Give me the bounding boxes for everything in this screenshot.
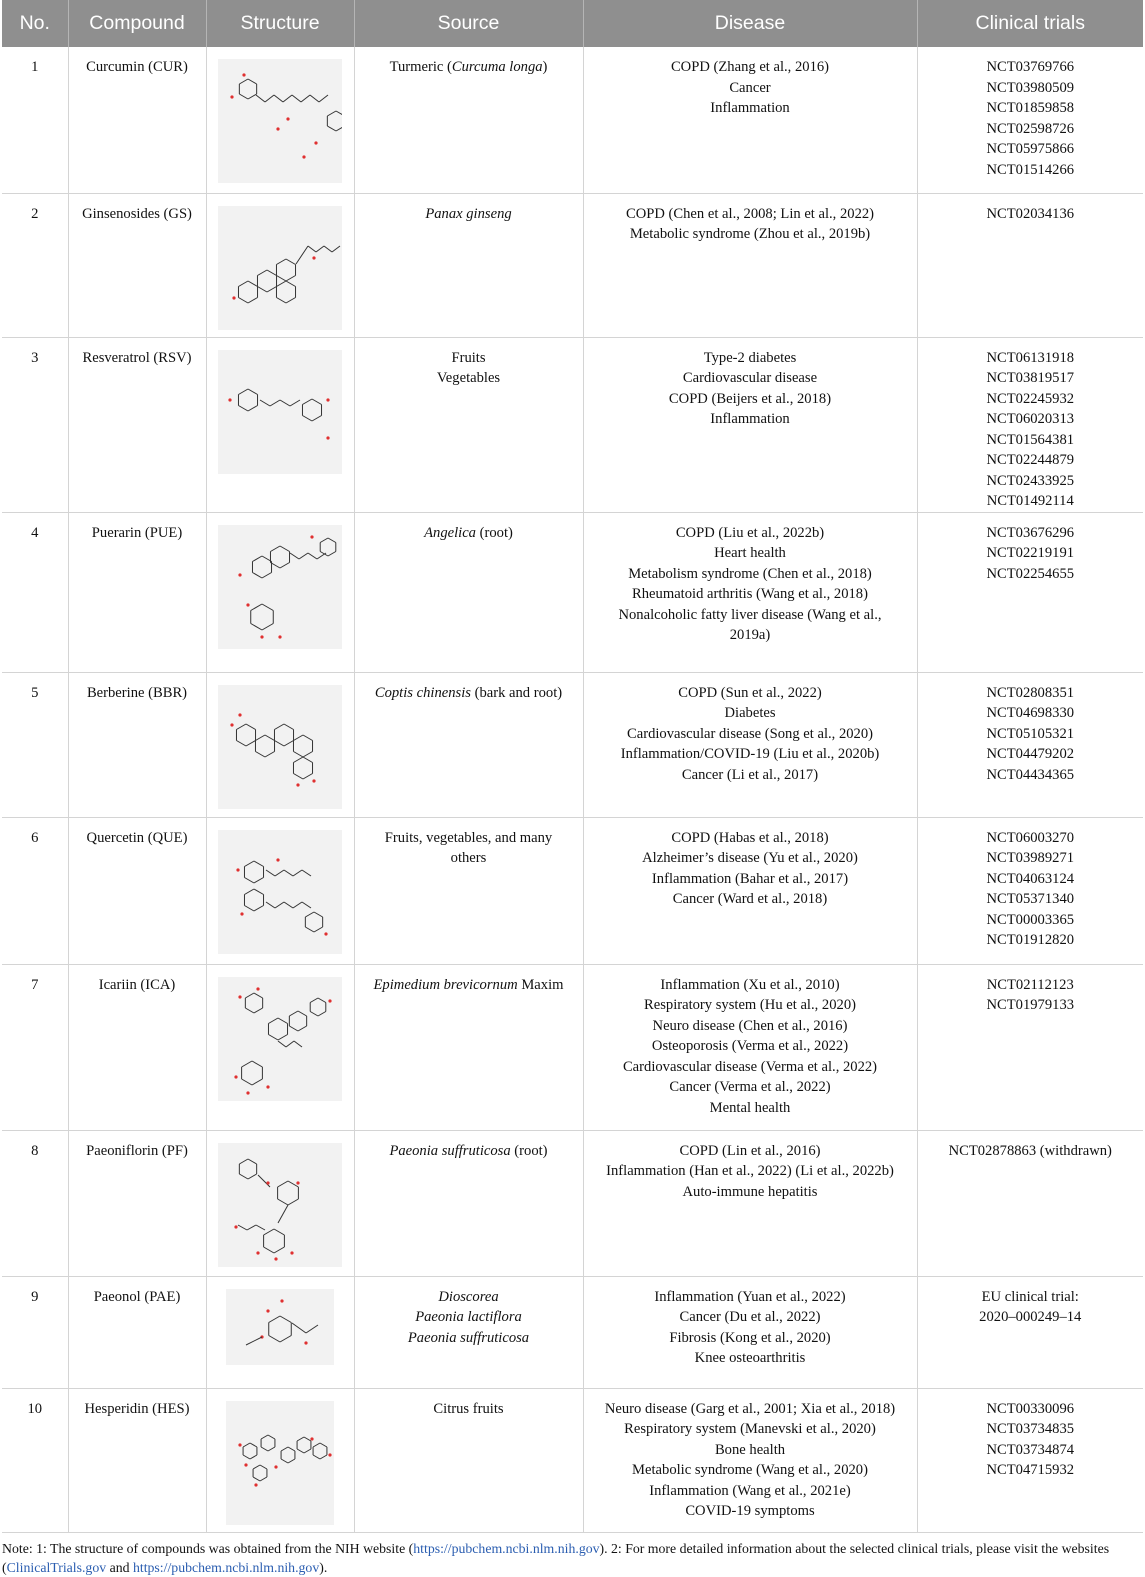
cell-clinical-trials xyxy=(917,672,1143,817)
cell-compound: Quercetin (QUE) xyxy=(68,817,206,964)
disease-item: Cancer xyxy=(729,79,771,96)
cell-structure xyxy=(206,817,354,964)
cell-clinical-trials xyxy=(917,512,1143,672)
trial-id: NCT05371340 xyxy=(986,891,1075,907)
source-text: Curcuma longa xyxy=(451,59,543,75)
cell-no: 5 xyxy=(2,672,68,817)
trial-id: NCT06020313 xyxy=(986,411,1075,427)
cell-no: 2 xyxy=(2,193,68,337)
disease-item: Cardiovascular disease xyxy=(682,370,818,386)
disease-item: Inflammation (Xu et al., 2010) xyxy=(660,976,840,993)
source-text: Angelica xyxy=(424,524,476,541)
disease-item: Neuro disease (Garg et al., 2001; Xia et al., 2018) xyxy=(604,1400,896,1417)
disease-item: Metabolic syndrome (Zhou et al., 2019b) xyxy=(629,226,871,242)
cell-structure xyxy=(206,1388,354,1532)
disease-item: Inflammation (Han et al., 2022) (Li et al., 2022b) xyxy=(606,1163,894,1179)
trial-id: NCT01912820 xyxy=(986,932,1075,948)
trial-id: NCT04479202 xyxy=(986,746,1075,762)
disease-item: Inflammation xyxy=(710,411,790,427)
source-text: Paeonia lactiflora xyxy=(415,1309,522,1325)
trial-id: NCT01564381 xyxy=(986,431,1075,448)
disease-item: Metabolism syndrome (Chen et al., 2018) xyxy=(628,565,872,582)
cell-clinical-trials xyxy=(917,1388,1143,1532)
cell-no: 3 xyxy=(2,337,68,512)
source-text: (bark and root) xyxy=(470,684,563,701)
source-text: (root) xyxy=(475,524,513,541)
disease-item: Cardiovascular disease (Song et al., 2020) xyxy=(627,725,873,742)
source-text: Fruits xyxy=(451,349,486,366)
trial-id: NCT02254655 xyxy=(986,565,1075,582)
disease-item: Respiratory system (Hu et al., 2020) xyxy=(644,997,856,1013)
trial-id: NCT05975866 xyxy=(986,141,1075,157)
table-row xyxy=(2,337,1143,512)
table-row xyxy=(2,964,1143,1130)
disease-item: Diabetes xyxy=(724,705,776,721)
ginsenoside-structure-image xyxy=(218,206,342,330)
cell-disease xyxy=(583,817,917,964)
trial-id: NCT02598726 xyxy=(986,120,1075,137)
cell-source xyxy=(354,1388,583,1532)
trial-id: NCT03819517 xyxy=(986,370,1075,386)
cell-compound: Hesperidin (HES) xyxy=(68,1388,206,1532)
disease-item: COPD (Liu et al., 2022b) xyxy=(675,524,825,541)
berberine-structure-image xyxy=(218,685,342,809)
table-row xyxy=(2,47,1143,193)
disease-item: Cancer (Li et al., 2017) xyxy=(681,766,819,783)
note-link-clinicaltrials[interactable]: ClinicalTrials.gov xyxy=(6,1559,107,1575)
disease-item: Type-2 diabetes xyxy=(703,349,797,366)
cell-source xyxy=(354,337,583,512)
disease-item: COPD (Chen et al., 2008; Lin et al., 2022) xyxy=(625,205,875,222)
quercetin-structure-image xyxy=(218,830,342,954)
source-text: Dioscorea xyxy=(438,1288,499,1305)
trial-id: NCT02245932 xyxy=(986,390,1075,407)
trial-id: NCT01979133 xyxy=(986,997,1075,1013)
source-text: Paeonia suffruticosa xyxy=(407,1329,530,1346)
cell-compound: Paeonol (PAE) xyxy=(68,1276,206,1388)
cell-clinical-trials xyxy=(917,193,1143,337)
table-header xyxy=(2,0,1143,47)
table-row xyxy=(2,672,1143,817)
cell-source xyxy=(354,47,583,193)
trial-id: NCT03734874 xyxy=(986,1441,1075,1458)
trial-id: NCT03980509 xyxy=(986,79,1075,96)
cell-compound: Resveratrol (RSV) xyxy=(68,337,206,512)
disease-item: Osteoporosis (Verma et al., 2022) xyxy=(651,1038,849,1054)
cell-structure xyxy=(206,512,354,672)
disease-item: COPD (Sun et al., 2022) xyxy=(678,684,822,701)
disease-item: COPD (Zhang et al., 2016) xyxy=(670,59,830,75)
cell-structure xyxy=(206,964,354,1130)
trial-id: NCT02808351 xyxy=(986,684,1075,701)
source-text: Panax ginseng xyxy=(425,205,512,222)
cell-source xyxy=(354,817,583,964)
source-text: ) xyxy=(542,59,548,75)
disease-item: Mental health xyxy=(709,1099,791,1116)
cell-structure xyxy=(206,47,354,193)
note-link-pubchem-1[interactable]: https://pubchem.ncbi.nlm.nih.gov xyxy=(413,1540,600,1556)
trial-id: NCT05105321 xyxy=(986,725,1075,742)
disease-item: Knee osteoarthritis xyxy=(694,1350,806,1366)
note-link-pubchem-2[interactable]: https://pubchem.ncbi.nlm.nih.gov xyxy=(132,1559,320,1575)
cell-structure xyxy=(206,193,354,337)
trial-id: NCT01492114 xyxy=(986,493,1074,509)
cell-structure xyxy=(206,337,354,512)
cell-disease xyxy=(583,1388,917,1532)
disease-item: COPD (Habas et al., 2018) xyxy=(671,829,829,846)
source-text: (root) xyxy=(510,1142,548,1159)
cell-source xyxy=(354,672,583,817)
disease-item: Fibrosis (Kong et al., 2020) xyxy=(669,1329,831,1346)
disease-item: Inflammation/COVID-19 (Liu et al., 2020b) xyxy=(620,746,880,762)
cell-structure xyxy=(206,672,354,817)
curcumin-structure-image xyxy=(218,59,342,183)
disease-item: Rheumatoid arthritis (Wang et al., 2018) xyxy=(632,586,868,602)
cell-clinical-trials xyxy=(917,1130,1143,1276)
cell-clinical-trials xyxy=(917,817,1143,964)
disease-item: Respiratory system (Manevski et al., 2020) xyxy=(624,1421,876,1437)
header-structure: Structure xyxy=(206,0,354,47)
cell-compound: Ginsenosides (GS) xyxy=(68,193,206,337)
cell-disease xyxy=(583,672,917,817)
trial-id: NCT02034136 xyxy=(986,205,1075,222)
disease-item: Cancer (Du et al., 2022) xyxy=(679,1309,821,1325)
cell-disease xyxy=(583,512,917,672)
disease-item: Alzheimer’s disease (Yu et al., 2020) xyxy=(642,850,858,866)
note-text-2: ). 2: For more detailed information about the selected clinical trials, please visit the websites ( xyxy=(2,1540,1110,1575)
cell-no: 9 xyxy=(2,1276,68,1388)
disease-item: Neuro disease (Chen et al., 2016) xyxy=(652,1017,848,1034)
cell-clinical-trials xyxy=(917,1276,1143,1388)
trial-id: 2020–000249–14 xyxy=(979,1309,1082,1325)
trial-id: NCT03989271 xyxy=(986,850,1075,866)
disease-item: Heart health xyxy=(714,545,786,561)
disease-item: Cancer (Verma et al., 2022) xyxy=(669,1079,831,1095)
cell-structure xyxy=(206,1130,354,1276)
header-compound: Compound xyxy=(68,0,206,47)
source-text: Epimedium brevicornum xyxy=(373,976,518,993)
cell-disease xyxy=(583,47,917,193)
cell-source xyxy=(354,1276,583,1388)
trial-id: NCT03734835 xyxy=(986,1421,1075,1437)
cell-source xyxy=(354,964,583,1130)
trial-id: NCT03676296 xyxy=(986,524,1075,541)
disease-item: 2019a) xyxy=(729,627,771,643)
trial-id: NCT02112123 xyxy=(986,976,1074,993)
trial-id: NCT06131918 xyxy=(986,349,1075,366)
cell-source xyxy=(354,1130,583,1276)
cell-clinical-trials xyxy=(917,47,1143,193)
cell-no: 1 xyxy=(2,47,68,193)
table-row xyxy=(2,1276,1143,1388)
cell-no: 7 xyxy=(2,964,68,1130)
header-disease: Disease xyxy=(583,0,917,47)
cell-disease xyxy=(583,964,917,1130)
disease-item: Auto-immune hepatitis xyxy=(682,1183,818,1200)
trial-id: NCT02433925 xyxy=(986,472,1075,489)
table-row xyxy=(2,512,1143,672)
header-trials: Clinical trials xyxy=(917,0,1143,47)
cell-structure xyxy=(206,1276,354,1388)
compound-table xyxy=(2,0,1143,1533)
trial-id: NCT06003270 xyxy=(986,829,1075,846)
disease-item: Cardiovascular disease (Verma et al., 2022) xyxy=(622,1058,878,1075)
disease-item: COPD (Lin et al., 2016) xyxy=(679,1142,821,1159)
cell-clinical-trials xyxy=(917,337,1143,512)
trial-id: NCT00003365 xyxy=(986,911,1075,928)
disease-item: Cancer (Ward et al., 2018) xyxy=(672,891,828,907)
trial-id: NCT01859858 xyxy=(986,100,1075,116)
trial-id: NCT04434365 xyxy=(986,766,1075,783)
source-text: Coptis chinensis xyxy=(374,684,471,701)
trial-id: NCT04698330 xyxy=(986,705,1075,721)
source-text: Turmeric ( xyxy=(389,59,452,75)
cell-no: 4 xyxy=(2,512,68,672)
resveratrol-structure-image xyxy=(218,350,342,474)
paeoniflorin-structure-image xyxy=(218,1143,342,1267)
cell-disease xyxy=(583,1276,917,1388)
source-text: Vegetables xyxy=(436,370,501,386)
trial-id: NCT00330096 xyxy=(986,1400,1075,1417)
cell-disease xyxy=(583,193,917,337)
icariin-structure-image xyxy=(218,977,342,1101)
trial-id: EU clinical trial: xyxy=(981,1288,1079,1305)
table-note xyxy=(2,1539,1142,1577)
disease-item: Inflammation (Wang et al., 2021e) xyxy=(649,1482,851,1499)
puerarin-structure-image xyxy=(218,525,342,649)
header-source: Source xyxy=(354,0,583,47)
cell-clinical-trials xyxy=(917,964,1143,1130)
table-row xyxy=(2,193,1143,337)
cell-compound: Puerarin (PUE) xyxy=(68,512,206,672)
cell-source xyxy=(354,512,583,672)
table-body xyxy=(2,47,1143,1532)
trial-id: NCT02244879 xyxy=(986,452,1075,468)
trial-id: NCT02219191 xyxy=(986,545,1075,561)
table-row xyxy=(2,1388,1143,1532)
paeonol-structure-image xyxy=(226,1289,334,1365)
hesperidin-structure-image xyxy=(226,1401,334,1525)
disease-item: COVID-19 symptoms xyxy=(685,1503,815,1519)
trial-id: NCT04063124 xyxy=(986,870,1075,887)
source-text: Maxim xyxy=(517,976,564,993)
source-text: Citrus fruits xyxy=(433,1400,504,1417)
cell-compound: Curcumin (CUR) xyxy=(68,47,206,193)
disease-item: Nonalcoholic fatty liver disease (Wang et al., xyxy=(618,606,882,623)
cell-disease xyxy=(583,337,917,512)
disease-item: Inflammation (Bahar et al., 2017) xyxy=(651,870,849,887)
cell-disease xyxy=(583,1130,917,1276)
cell-no: 10 xyxy=(2,1388,68,1532)
disease-item: Inflammation xyxy=(710,100,790,116)
disease-item: Inflammation (Yuan et al., 2022) xyxy=(654,1288,846,1305)
header-no: No. xyxy=(2,0,68,47)
disease-item: COPD (Beijers et al., 2018) xyxy=(668,390,832,407)
cell-no: 8 xyxy=(2,1130,68,1276)
trial-id: NCT01514266 xyxy=(986,161,1075,178)
disease-item: Metabolic syndrome (Wang et al., 2020) xyxy=(632,1462,868,1478)
source-text: others xyxy=(450,850,487,866)
cell-compound: Icariin (ICA) xyxy=(68,964,206,1130)
note-text-4: ). xyxy=(319,1559,328,1575)
disease-item: Bone health xyxy=(714,1441,786,1458)
cell-compound: Berberine (BBR) xyxy=(68,672,206,817)
table-row xyxy=(2,817,1143,964)
note-text-1: Note: 1: The structure of compounds was obtained from the NIH website ( xyxy=(2,1540,414,1556)
cell-source xyxy=(354,193,583,337)
note-text-3: and xyxy=(106,1559,133,1575)
trial-id: NCT02878863 (withdrawn) xyxy=(948,1142,1112,1159)
cell-no: 6 xyxy=(2,817,68,964)
table-row xyxy=(2,1130,1143,1276)
source-text: Fruits, vegetables, and many xyxy=(384,829,553,846)
source-text: Paeonia suffruticosa xyxy=(389,1142,511,1159)
trial-id: NCT04715932 xyxy=(986,1462,1075,1478)
cell-compound: Paeoniflorin (PF) xyxy=(68,1130,206,1276)
trial-id: NCT03769766 xyxy=(986,59,1075,75)
